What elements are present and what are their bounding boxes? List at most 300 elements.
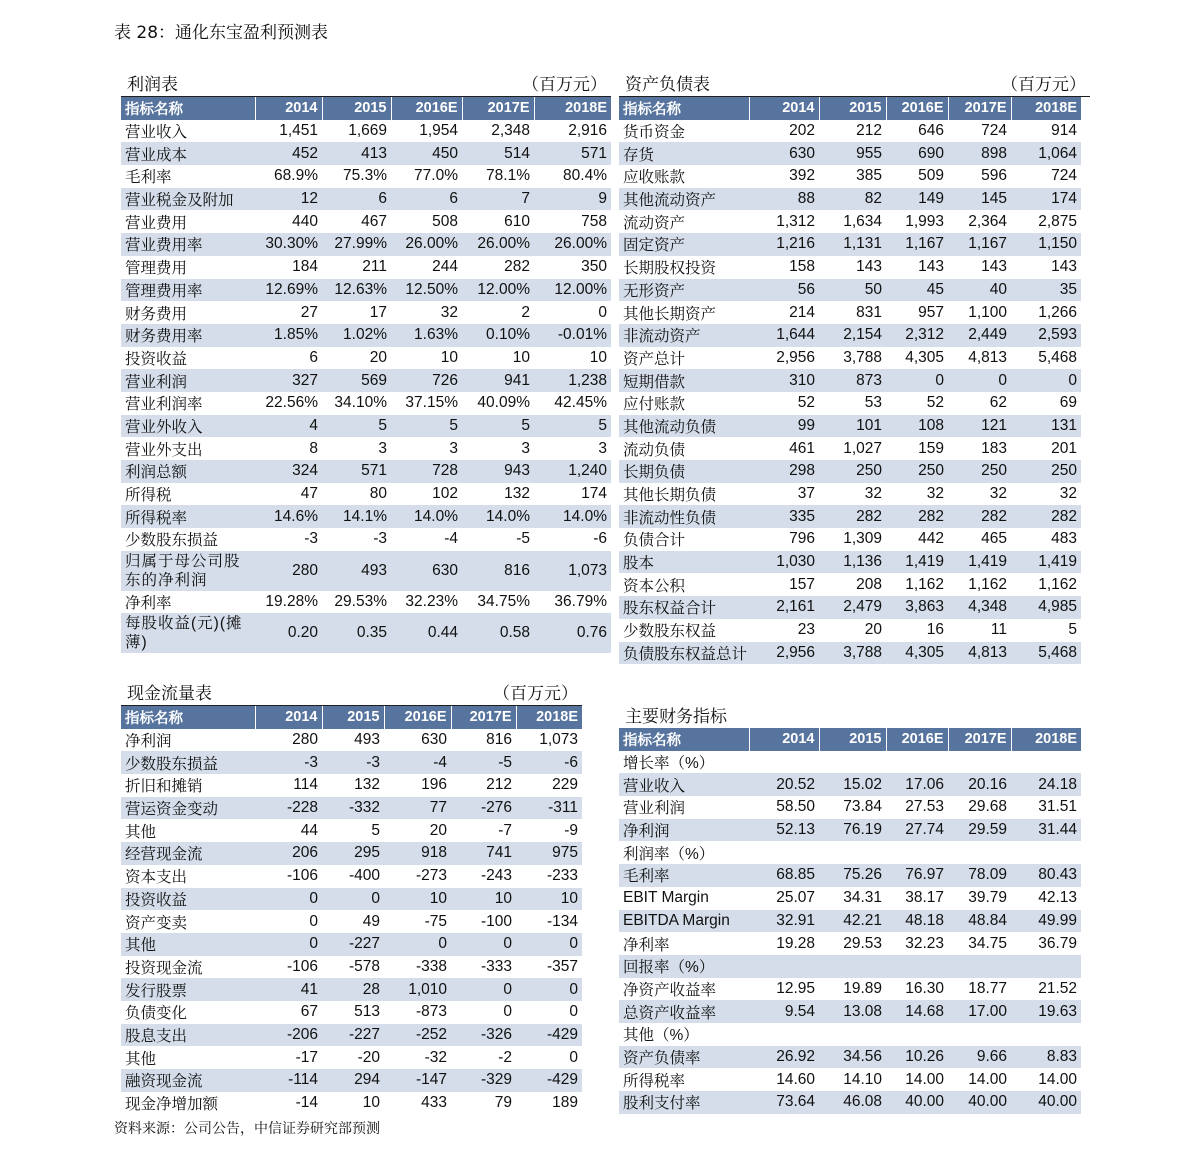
- table-row: [121, 774, 582, 797]
- row-value: 14.00: [968, 1070, 1007, 1088]
- row-label: 非流动性负债: [619, 505, 749, 528]
- row-value: 76.19: [819, 819, 886, 842]
- row-value: 174: [1011, 188, 1081, 211]
- row-value: 244: [432, 258, 458, 276]
- row-value: 32: [440, 303, 458, 321]
- row-value: 0: [886, 369, 948, 392]
- row-value: 758: [581, 212, 607, 230]
- row-value: 2,364: [968, 212, 1007, 230]
- row-value: 14.0%: [534, 505, 611, 528]
- row-label: 投资收益: [121, 888, 255, 911]
- row-value: -147: [384, 1069, 451, 1092]
- row-value: 9.54: [749, 1000, 819, 1023]
- row-value: 40.00: [948, 1091, 1011, 1114]
- income-statement-table: [121, 97, 611, 653]
- row-value: 493: [354, 731, 380, 749]
- row-label: 营业利润: [623, 800, 686, 818]
- row-label: 所得税率: [623, 1072, 686, 1090]
- row-value: 1,136: [819, 551, 886, 574]
- row-value: 37: [797, 485, 815, 503]
- table-row: [121, 165, 611, 188]
- row-value: 442: [918, 530, 944, 548]
- row-label: 货币资金: [623, 124, 686, 142]
- row-value: 183: [981, 439, 1007, 457]
- table-row: [619, 796, 1081, 819]
- row-value: 212: [486, 776, 512, 794]
- column-header-label: 指标名称: [619, 97, 749, 120]
- table-row: [121, 842, 582, 865]
- row-value: 131: [1011, 415, 1081, 438]
- table-row: [121, 978, 582, 1001]
- row-value: -0.01%: [534, 324, 611, 347]
- row-value: 0: [569, 1048, 578, 1066]
- row-value: 467: [361, 212, 387, 230]
- row-label: 其他长期负债: [623, 487, 717, 505]
- row-value: 918: [384, 842, 451, 865]
- row-value: -329: [451, 1069, 516, 1092]
- row-value: 7: [462, 188, 534, 211]
- row-value: 2: [521, 303, 530, 321]
- row-label: 营业费用率: [121, 233, 255, 256]
- row-value: 12.00%: [534, 279, 611, 302]
- row-value: 201: [1051, 439, 1077, 457]
- row-value: 12.95: [776, 979, 815, 997]
- row-value: 1,238: [534, 369, 611, 392]
- row-value: 1,162: [1038, 575, 1077, 593]
- row-label: 营业税金及附加: [121, 188, 255, 211]
- row-label: 净利润: [125, 733, 172, 751]
- row-value: 1,419: [886, 551, 948, 574]
- page-title: 表 28：通化东宝盈利预测表: [114, 23, 329, 43]
- row-label: 净利润: [619, 819, 749, 842]
- table-row: [619, 887, 1081, 910]
- row-value: -7: [498, 821, 512, 839]
- row-value: 4,305: [905, 348, 944, 366]
- row-value: 0: [309, 912, 318, 930]
- row-label: 其他: [125, 1050, 157, 1068]
- row-value: 4,985: [1011, 596, 1081, 619]
- row-value: 2,312: [886, 324, 948, 347]
- row-value: 27.53: [905, 798, 944, 816]
- row-label: 存货: [619, 142, 749, 165]
- row-value: 2,479: [819, 596, 886, 619]
- row-value: -578: [348, 957, 380, 975]
- row-value: 42.21: [819, 910, 886, 933]
- column-header-year: 2017E: [948, 97, 1011, 120]
- row-value: 724: [981, 122, 1007, 140]
- column-header-year: 2015: [819, 97, 886, 120]
- table-row: [619, 324, 1081, 347]
- row-label: 毛利率: [125, 169, 172, 187]
- row-value: 73.64: [749, 1091, 819, 1114]
- row-value: 816: [462, 551, 534, 591]
- row-value: -332: [322, 797, 384, 820]
- table-row: [619, 460, 1081, 483]
- row-value: -17: [295, 1048, 318, 1066]
- row-value: 143: [856, 258, 882, 276]
- row-value: 0.58: [462, 613, 534, 653]
- row-value: 483: [1051, 530, 1077, 548]
- row-value: 88: [749, 188, 819, 211]
- table-row: [121, 301, 611, 324]
- row-label: 负债股东权益总计: [619, 642, 749, 665]
- row-value: [948, 751, 1011, 774]
- row-label: 少数股东损益: [121, 751, 255, 774]
- row-value: 1,131: [819, 233, 886, 256]
- table-row: [619, 392, 1081, 415]
- row-value: 646: [918, 122, 944, 140]
- row-value: 10: [451, 888, 516, 911]
- row-label: 折旧和摊销: [125, 778, 203, 796]
- row-value: 941: [462, 369, 534, 392]
- row-value: 0: [516, 978, 582, 1001]
- row-value: -252: [384, 1024, 451, 1047]
- row-value: 3: [521, 439, 530, 457]
- row-value: 282: [819, 505, 886, 528]
- cashflow-title: 现金流量表: [127, 684, 212, 704]
- row-value: [886, 841, 948, 864]
- table-row: [619, 437, 1081, 460]
- row-value: 1,100: [968, 303, 1007, 321]
- row-value: 20: [369, 348, 387, 366]
- row-value: 282: [504, 258, 530, 276]
- table-row: [121, 483, 611, 506]
- row-value: 1,669: [348, 122, 387, 140]
- row-value: 34.31: [843, 889, 882, 907]
- row-value: 32.91: [749, 910, 819, 933]
- row-value: 20.16: [948, 773, 1011, 796]
- row-value: 5: [1068, 621, 1077, 639]
- row-value: -228: [255, 797, 322, 820]
- row-value: 4,813: [968, 348, 1007, 366]
- row-value: 728: [391, 460, 462, 483]
- table-row: [121, 233, 611, 256]
- row-value: -206: [255, 1024, 322, 1047]
- row-value: 9: [534, 188, 611, 211]
- row-label: 净利率: [623, 936, 670, 954]
- table-row: [121, 347, 611, 370]
- row-value: [819, 1023, 886, 1046]
- row-value: 1,167: [948, 233, 1011, 256]
- row-label: 融资现金流: [121, 1069, 255, 1092]
- row-value: 440: [292, 212, 318, 230]
- row-label: 增长率（%）: [623, 755, 715, 773]
- income-statement-title: 利润表: [127, 75, 178, 95]
- row-value: 47: [300, 485, 318, 503]
- table-row: [121, 1024, 582, 1047]
- row-value: 49: [362, 912, 380, 930]
- row-value: 80: [369, 485, 387, 503]
- row-value: 831: [856, 303, 882, 321]
- row-value: 16.30: [905, 979, 944, 997]
- column-header-label: 指标名称: [121, 97, 255, 120]
- row-value: 943: [462, 460, 534, 483]
- row-value: 53: [864, 394, 882, 412]
- table-row: [619, 528, 1081, 551]
- row-value: 4,813: [948, 642, 1011, 665]
- row-value: 78.09: [948, 864, 1011, 887]
- row-value: 0: [322, 888, 384, 911]
- row-label: 资产变卖: [125, 914, 188, 932]
- row-value: 32: [989, 485, 1007, 503]
- row-value: 0.35: [322, 613, 391, 653]
- row-value: 67: [300, 1003, 318, 1021]
- row-value: 196: [421, 776, 447, 794]
- row-value: 80.4%: [563, 167, 607, 185]
- row-value: -32: [424, 1048, 447, 1066]
- row-value: -75: [424, 912, 447, 930]
- row-value: 630: [749, 142, 819, 165]
- row-value: 25.07: [776, 889, 815, 907]
- row-value: -4: [384, 751, 451, 774]
- row-label: 总资产收益率: [619, 1000, 749, 1023]
- row-label: 其他流动负债: [619, 415, 749, 438]
- row-value: 29.68: [968, 798, 1007, 816]
- row-label: 非流动资产: [619, 324, 749, 347]
- table-row: [619, 642, 1081, 665]
- row-label: 净利率: [125, 595, 172, 613]
- row-value: 5: [322, 415, 391, 438]
- row-label: 少数股东损益: [125, 532, 219, 550]
- row-value: 0: [1011, 369, 1081, 392]
- row-label: 营业收入: [619, 773, 749, 796]
- row-value: 31.51: [1038, 798, 1077, 816]
- row-value: 1,266: [1038, 303, 1077, 321]
- row-value: 20.52: [749, 773, 819, 796]
- row-value: 39.79: [968, 889, 1007, 907]
- row-value: 250: [1011, 460, 1081, 483]
- column-header-year: 2014: [749, 728, 819, 751]
- row-value: 56: [749, 279, 819, 302]
- row-value: 58.50: [776, 798, 815, 816]
- row-value: 132: [504, 485, 530, 503]
- row-value: 184: [292, 258, 318, 276]
- row-value: 294: [322, 1069, 384, 1092]
- row-value: 36.79%: [554, 593, 607, 611]
- row-value: -357: [546, 957, 578, 975]
- table-row: [619, 1091, 1081, 1114]
- row-value: 32.23: [905, 934, 944, 952]
- row-value: 10: [362, 1094, 380, 1112]
- row-label: 其他长期资产: [623, 305, 717, 323]
- column-header-year: 2015: [322, 97, 391, 120]
- row-label: 资产负债率: [619, 1046, 749, 1069]
- table-row: [121, 210, 611, 233]
- row-value: 52: [797, 394, 815, 412]
- row-value: 32: [926, 485, 944, 503]
- table-row: [619, 773, 1081, 796]
- row-value: 14.68: [886, 1000, 948, 1023]
- row-value: -333: [480, 957, 512, 975]
- row-value: 73.84: [843, 798, 882, 816]
- row-value: 14.60: [776, 1070, 815, 1088]
- row-label: 现金净增加额: [125, 1096, 219, 1114]
- row-value: 22.56%: [265, 394, 318, 412]
- row-value: 27.99%: [322, 233, 391, 256]
- row-value: 19.63: [1011, 1000, 1081, 1023]
- table-row: [121, 279, 611, 302]
- row-label: 管理费用率: [121, 279, 255, 302]
- row-value: 79: [494, 1094, 512, 1112]
- table-row: [619, 1000, 1081, 1023]
- column-header-year: 2016E: [886, 97, 948, 120]
- row-value: [886, 751, 948, 774]
- row-value: 282: [1011, 505, 1081, 528]
- row-value: 465: [981, 530, 1007, 548]
- row-value: 75.3%: [343, 167, 387, 185]
- row-value: 229: [552, 776, 578, 794]
- row-value: -429: [516, 1024, 582, 1047]
- row-value: 17.06: [886, 773, 948, 796]
- row-label: 营运资金变动: [121, 797, 255, 820]
- table-header-row: [619, 97, 1081, 120]
- row-label: 流动资产: [623, 214, 686, 232]
- row-value: 324: [255, 460, 322, 483]
- row-value: 1,451: [279, 122, 318, 140]
- row-value: 19.89: [843, 979, 882, 997]
- row-value: 17: [369, 303, 387, 321]
- row-value: 143: [918, 258, 944, 276]
- table-row: [121, 1001, 582, 1024]
- table-row: [121, 613, 611, 653]
- row-label: EBIT Margin: [623, 889, 709, 907]
- row-value: 27: [300, 303, 318, 321]
- row-value: 327: [255, 369, 322, 392]
- row-label: 每股收益(元)(摊薄): [121, 613, 255, 653]
- row-value: 0: [503, 1003, 512, 1021]
- row-value: 32.23%: [405, 593, 458, 611]
- table-row: [619, 596, 1081, 619]
- row-label: 营业外收入: [121, 415, 255, 438]
- row-value: 30.30%: [255, 233, 322, 256]
- row-value: -873: [415, 1003, 447, 1021]
- row-value: 0: [384, 933, 451, 956]
- row-value: [819, 841, 886, 864]
- row-value: 28: [322, 978, 384, 1001]
- table-row: [619, 120, 1081, 143]
- row-value: 5: [371, 821, 380, 839]
- table-row: [619, 551, 1081, 574]
- row-label: 营业收入: [125, 124, 188, 142]
- row-value: -134: [546, 912, 578, 930]
- row-label: 净资产收益率: [623, 981, 717, 999]
- table-row: [619, 369, 1081, 392]
- column-header-year: 2014: [255, 97, 322, 120]
- row-label: 财务费用: [125, 305, 188, 323]
- table-row: [121, 460, 611, 483]
- row-value: 102: [432, 485, 458, 503]
- row-value: [1011, 841, 1081, 864]
- row-value: -3: [322, 751, 384, 774]
- row-value: 52: [926, 394, 944, 412]
- row-label: 营业利润: [121, 369, 255, 392]
- row-value: 3: [598, 439, 607, 457]
- balance-sheet-header: [619, 70, 1090, 97]
- row-value: 571: [534, 142, 611, 165]
- cashflow-table: [121, 706, 582, 1114]
- table-row: [121, 751, 582, 774]
- row-label: 利润总额: [121, 460, 255, 483]
- row-value: 158: [789, 258, 815, 276]
- row-value: 19.28%: [265, 593, 318, 611]
- row-label: 股利支付率: [619, 1091, 749, 1114]
- row-value: 0: [451, 933, 516, 956]
- row-value: 19.28: [776, 934, 815, 952]
- row-value: -4: [444, 530, 458, 548]
- row-label: 投资收益: [125, 350, 188, 368]
- row-value: -273: [415, 867, 447, 885]
- row-value: 41: [255, 978, 322, 1001]
- row-value: 9.66: [948, 1046, 1011, 1069]
- table-row: [121, 142, 611, 165]
- row-value: 4: [255, 415, 322, 438]
- row-value: [886, 1023, 948, 1046]
- table-row: [619, 1068, 1081, 1091]
- row-value: 955: [819, 142, 886, 165]
- column-header-year: 2018E: [1011, 97, 1081, 120]
- row-value: 34.10%: [334, 394, 387, 412]
- row-value: 2,449: [948, 324, 1011, 347]
- row-value: 48.84: [948, 910, 1011, 933]
- table-row: [121, 256, 611, 279]
- row-label: 所得税: [125, 487, 172, 505]
- row-value: 1,073: [539, 731, 578, 749]
- row-label: 少数股东权益: [623, 623, 717, 641]
- row-value: 8: [309, 439, 318, 457]
- cashflow-unit: （百万元）: [493, 684, 578, 704]
- table-row: [121, 1092, 582, 1115]
- row-value: 298: [749, 460, 819, 483]
- row-value: 10: [589, 348, 607, 366]
- table-row: [619, 573, 1081, 596]
- row-label: 其他: [125, 823, 157, 841]
- row-value: 69: [1059, 394, 1077, 412]
- row-value: 1,030: [749, 551, 819, 574]
- table-header-row: [121, 97, 611, 120]
- row-value: 11: [990, 621, 1007, 639]
- row-label: 发行股票: [121, 978, 255, 1001]
- table-row: [619, 910, 1081, 933]
- row-value: 3: [449, 439, 458, 457]
- row-value: 14.10: [843, 1070, 882, 1088]
- row-label: 毛利率: [619, 864, 749, 887]
- balance-sheet-section: [619, 70, 1090, 664]
- row-value: [948, 841, 1011, 864]
- row-value: 741: [451, 842, 516, 865]
- row-value: 29.53: [843, 934, 882, 952]
- table-row: [619, 210, 1081, 233]
- row-value: 32: [864, 485, 882, 503]
- table-row: [619, 142, 1081, 165]
- column-header-year: 2014: [749, 97, 819, 120]
- row-value: 0: [255, 933, 322, 956]
- table-row: [121, 528, 611, 551]
- row-label: 营业成本: [121, 142, 255, 165]
- row-label: 资产总计: [623, 350, 686, 368]
- table-row: [121, 369, 611, 392]
- table-row: [121, 551, 611, 591]
- row-value: 0: [516, 933, 582, 956]
- row-value: 0.76: [534, 613, 611, 653]
- table-row: [619, 1046, 1081, 1069]
- table-header-row: [121, 706, 582, 729]
- row-value: 14.0%: [462, 505, 534, 528]
- row-value: 101: [819, 415, 886, 438]
- table-row: [619, 955, 1081, 978]
- table-row: [619, 864, 1081, 887]
- row-value: -2: [498, 1048, 512, 1066]
- row-value: -106: [286, 867, 318, 885]
